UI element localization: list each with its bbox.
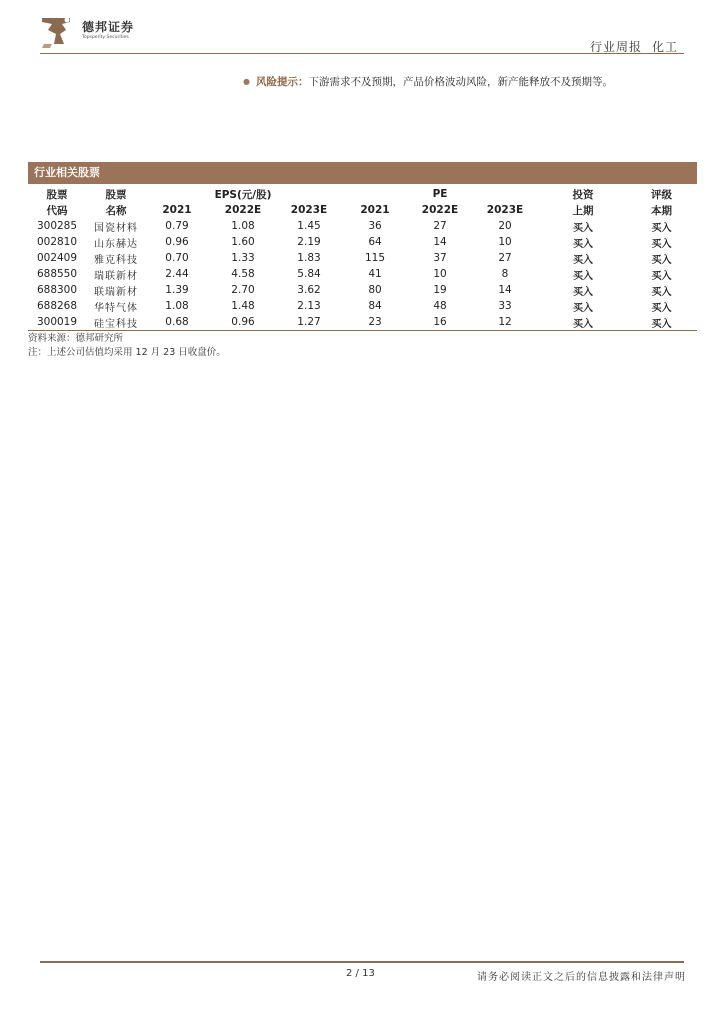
pe-2023: 27 [498, 252, 512, 264]
table-header-row-1 [28, 186, 697, 202]
pe-2022: 48 [433, 300, 447, 312]
curr-rating: 买入 [651, 286, 672, 298]
pe-2021: 41 [368, 268, 382, 280]
eps-2021: 2.44 [165, 268, 189, 280]
risk-text: 下游需求不及预期，产品价格波动风险，新产能释放不及预期等。 [308, 76, 613, 88]
stock-code: 300285 [36, 220, 78, 232]
table-row [28, 266, 697, 282]
table-row [28, 298, 697, 314]
table-row [28, 314, 697, 331]
prev-rating: 买入 [540, 314, 626, 331]
source-note: 资料来源：德邦研究所 [28, 333, 124, 344]
pe-2023-header: 2023E [486, 204, 524, 216]
curr-rating: 买入 [651, 254, 672, 266]
curr-rating: 买入 [651, 270, 672, 282]
pe-2021: 115 [364, 252, 386, 264]
eps-2022: 1.48 [231, 300, 255, 312]
eps-2023: 2.13 [297, 300, 321, 312]
pe-2021: 84 [368, 300, 382, 312]
prev-rating: 买入 [573, 302, 593, 314]
eps-2021: 0.70 [165, 252, 189, 264]
curr-rating: 买入 [651, 222, 672, 234]
stock-name: 瑞联新材 [94, 270, 138, 282]
eps-header: EPS(元/股) [214, 188, 272, 201]
table-row [28, 234, 697, 250]
eps-2022-header: 2022E [224, 204, 262, 216]
prev-rating: 买入 [573, 254, 593, 266]
stock-name: 山东赫达 [94, 238, 138, 250]
eps-2023: 5.84 [297, 268, 321, 280]
eps-2022: 1.60 [231, 236, 255, 248]
stock-code: 688268 [36, 300, 78, 312]
pe-2022: 37 [433, 252, 447, 264]
pe-2021: 64 [368, 236, 382, 248]
pe-2022: 16 [410, 314, 470, 331]
invest-header: 投资 [572, 188, 594, 201]
eps-2022: 2.70 [231, 284, 255, 296]
pe-2022: 14 [433, 236, 447, 248]
industry-label: 化工 [651, 40, 678, 54]
eps-2023: 1.27 [278, 314, 340, 331]
stock-code: 688550 [36, 268, 78, 280]
eps-2021: 0.96 [165, 236, 189, 248]
stock-name: 国瓷材料 [94, 222, 138, 234]
pe-2022-header: 2022E [421, 204, 459, 216]
eps-2022: 0.96 [208, 314, 278, 331]
prev-rating: 买入 [573, 286, 593, 298]
prev-rating: 买入 [573, 270, 593, 282]
code-header: 代码 [46, 204, 68, 217]
legal-disclaimer: 请务必阅读正文之后的信息披露和法律声明 [477, 972, 686, 983]
eps-2023: 3.62 [297, 284, 321, 296]
stock-name: 联瑞新材 [94, 286, 138, 298]
report-type: 行业周报 [589, 40, 642, 54]
page-number: 2 / 13 [346, 968, 375, 979]
table-row [28, 250, 697, 266]
prev-rating-header: 上期 [572, 204, 594, 217]
eps-2022: 1.08 [231, 220, 255, 232]
prev-rating: 买入 [573, 222, 593, 234]
stock-name: 硅宝科技 [86, 314, 146, 331]
stock-code: 300019 [28, 314, 86, 331]
curr-rating: 买入 [651, 302, 672, 314]
pe-2023: 10 [498, 236, 512, 248]
page-header [40, 14, 684, 58]
rating-header: 评级 [651, 188, 672, 201]
bullet-icon: ● [243, 77, 250, 86]
brand-name-en: Topsperity Securities [82, 35, 129, 40]
pe-2023: 20 [498, 220, 512, 232]
risk-label: 风险提示： [255, 76, 309, 88]
eps-2021: 1.39 [165, 284, 189, 296]
eps-2021-header: 2021 [162, 204, 192, 216]
eps-2023-header: 2023E [290, 204, 328, 216]
pe-2023: 8 [501, 268, 509, 280]
pe-2023: 12 [470, 314, 540, 331]
eps-2023: 2.19 [297, 236, 321, 248]
pe-2023: 33 [498, 300, 512, 312]
table-title: 行业相关股票 [28, 162, 697, 184]
table-header-row-2 [28, 202, 697, 218]
footer-divider [40, 961, 684, 963]
stock-code: 688300 [36, 284, 78, 296]
col-stock-header: 股票 [105, 188, 127, 201]
brand-name: 德邦证券 [82, 20, 135, 34]
pe-header: PE [432, 188, 448, 200]
company-logo-icon [40, 14, 76, 50]
eps-2023: 1.45 [297, 220, 321, 232]
eps-2021: 1.08 [165, 300, 189, 312]
pe-2023: 14 [498, 284, 512, 296]
valuation-note: 注：上述公司估值均采用 12 月 23 日收盘价。 [28, 347, 226, 358]
pe-2021-header: 2021 [360, 204, 390, 216]
curr-rating: 买入 [626, 314, 697, 331]
pe-2022: 27 [433, 220, 447, 232]
header-divider [40, 53, 684, 54]
curr-rating: 买入 [651, 238, 672, 250]
risk-warning [243, 74, 613, 89]
stocks-table [28, 186, 697, 331]
name-header: 名称 [105, 204, 127, 217]
table-row [28, 282, 697, 298]
stock-name: 华特气体 [94, 302, 138, 314]
prev-rating: 买入 [573, 238, 593, 250]
pe-2021: 36 [368, 220, 382, 232]
pe-2021: 80 [368, 284, 382, 296]
eps-2022: 4.58 [231, 268, 255, 280]
curr-rating-header: 本期 [651, 204, 672, 217]
eps-2023: 1.83 [297, 252, 321, 264]
pe-2022: 10 [433, 268, 447, 280]
table-notes [28, 332, 226, 360]
eps-2022: 1.33 [231, 252, 255, 264]
stock-code: 002810 [36, 236, 78, 248]
pe-2022: 19 [433, 284, 447, 296]
stock-code: 002409 [36, 252, 78, 264]
eps-2021: 0.68 [146, 314, 208, 331]
table-row [28, 218, 697, 234]
pe-2021: 23 [340, 314, 410, 331]
eps-2021: 0.79 [165, 220, 189, 232]
stock-name: 雅克科技 [94, 254, 138, 266]
col-stock-header: 股票 [46, 188, 68, 201]
